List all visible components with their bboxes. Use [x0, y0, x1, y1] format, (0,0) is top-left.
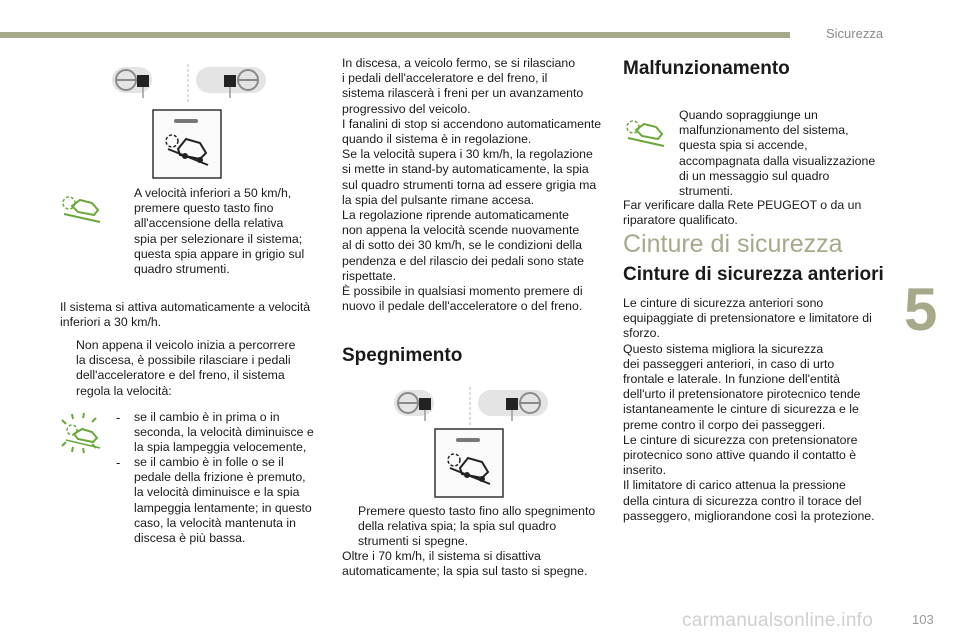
steering-wheel-left-icon	[112, 67, 152, 98]
col3-malf-text: Quando sopraggiunge un malfunzionamento del sistema, questa spia si accende, accompagnata dalla visualizzazione di un messaggio sul quadro strumenti.	[679, 108, 876, 199]
col2-para2: Oltre i 70 km/h, il sistema si disattiva automaticamente; la spia sul tasto si spegne.	[342, 549, 588, 579]
col3-front-para: Le cinture di sicurezza anteriori sono equipaggiate di pretensionatore e limitatore di sforzo. Questo sistema migliora la sicurezza dei passeggeri anteriori, in caso di urto frontale e laterale. In funzione dell'entità dell'urto il pretensionatore pirotecnico tende istantaneamente le cinture di sicurezza e le preme contro il corpo dei passeggeri. Le cinture di sicurezza con pretensionatore pirotecnico sono attive quando il contatto è inserito. Il limitatore di carico attenua la pressione della cintura di sicurezza contro il torace del passeggero, migliorandone così la protezione.	[623, 296, 875, 523]
col2-item1: Premere questo tasto fino allo spegnimento della relativa spia; la spia sul quadro strumenti si spegne.	[358, 504, 596, 549]
heading-malfunzionamento: Malfunzionamento	[623, 58, 790, 79]
hill-descent-button-icon	[434, 428, 504, 498]
steering-wheel-illustration-2	[392, 385, 552, 427]
watermark: carmanualsonline.info	[682, 610, 874, 631]
header-bar	[0, 32, 790, 38]
heading-spegnimento: Spegnimento	[342, 345, 463, 366]
page-number: 103	[912, 612, 934, 627]
section-label: Sicurezza	[826, 26, 884, 41]
col1-para1: Il sistema si attiva automaticamente a velocità inferiori a 30 km/h.	[60, 300, 311, 330]
col1-item2: Non appena il veicolo inizia a percorrere la discesa, è possibile rilasciare i pedali dell'acceleratore e del freno, il sistema regola la velocità:	[76, 338, 296, 398]
col3-malf-para: Far verificare dalla Rete PEUGEOT o da un riparatore qualificato.	[623, 198, 862, 228]
section-title-cinture: Cinture di sicurezza	[623, 230, 843, 258]
hill-descent-indicator-icon	[58, 194, 104, 224]
heading-cinture-anteriori: Cinture di sicurezza anteriori	[623, 264, 884, 285]
col1-dash2: se il cambio è in folle o se il pedale della frizione è premuto, la velocità diminuisce e la spia lampeggia lentamente; in questo caso, la velocità mantenuta in discesa è più bassa.	[134, 455, 312, 546]
col1-dash1: se il cambio è in prima o in seconda, la velocità diminuisce e la spia lampeggia velocemente,	[134, 410, 314, 455]
dash-mark: -	[116, 455, 121, 470]
dash-mark: -	[116, 410, 121, 425]
col1-item1: A velocità inferiori a 50 km/h, premere questo tasto fino all'accensione della relativa spia per selezionare il sistema; questa spia appare in grigio sul quadro strumenti.	[134, 186, 305, 277]
chapter-number: 5	[904, 276, 938, 343]
steering-wheel-right-icon	[196, 67, 266, 98]
col2-para1: In discesa, a veicolo fermo, se si rilasciano i pedali dell'acceleratore e del freno, il sistema rilascerà i freni per un avanzamento progressivo del veicolo. I fanalini di stop si accendono automaticamente quando il sistema è in regolazione. Se la velocità supera i 30 km/h, la regolazione si mette in stand-by automaticamente, la spia sul quadro strumenti torna ad essere grigia ma la spia del pulsante rimane accesa. La regolazione riprende automaticamente non appena la velocità scende nuovamente al di sotto dei 30 km/h, se le condizioni della pendenza e del rilascio dei pedali sono state rispettate. È possibile in qualsiasi momento premere di nuovo il pedale dell'acceleratore o del freno.	[342, 56, 602, 314]
steering-wheel-right-icon	[478, 390, 548, 421]
hill-descent-blinking-icon	[58, 410, 104, 456]
hill-descent-button-icon	[152, 109, 222, 179]
steering-wheel-left-icon	[394, 390, 434, 421]
steering-wheel-illustration-1	[110, 62, 270, 104]
hill-descent-fault-icon	[622, 118, 668, 148]
